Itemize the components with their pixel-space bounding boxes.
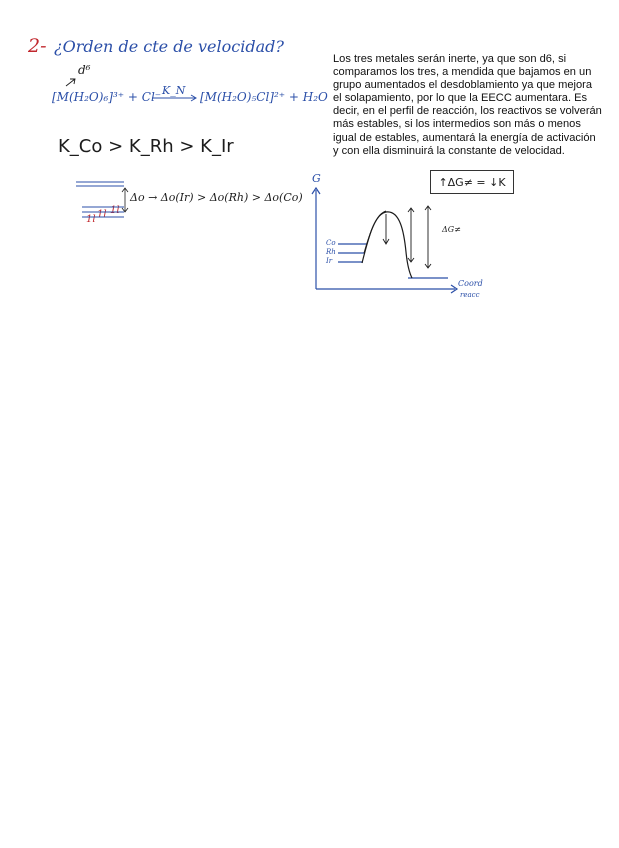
orbital-diagram: [76, 182, 128, 217]
orbital-electron-1: 1l: [86, 214, 96, 225]
diagram-x-label-2: reacc: [460, 291, 480, 299]
diagram-x-label-1: Coord: [458, 279, 483, 288]
explanation-paragraph: Los tres metales serán inerte, ya que son d6, si comparamos los tres, a mendida que bajamos en un grupo aumentados el desdoblamiento ya que mejora el solapamiento, por lo que la EECC aumentara. Es decir, en el perfil de reacción, los reactivos se volverán más estables, si los intermedios son más o menos igual de estables, aumentará la energía de activación y con ella disminuirá la constante de velocidad.: [333, 53, 602, 157]
peak-arrow: [383, 214, 389, 244]
d6-config: d⁶: [78, 63, 91, 77]
energy-profile-axes: [312, 188, 457, 293]
d6-pointer-arrow: [66, 79, 75, 86]
activation-energy-arrow-1: [408, 208, 414, 262]
question-number: 2-: [28, 35, 47, 57]
orbital-electron-2: 1l: [97, 209, 107, 220]
reaction-profile-curve: [362, 212, 412, 278]
question-title: ¿Orden de cte de velocidad?: [54, 37, 284, 56]
reaction-product: [M(H₂O)₅Cl]²⁺ + H₂O: [200, 90, 328, 104]
rate-order: K_Co > K_Rh > K_Ir: [58, 136, 234, 157]
diagram-y-label: G: [312, 172, 321, 185]
reaction-arrow-label: K_N: [162, 84, 186, 97]
delta-g-label: ΔG≠: [442, 225, 461, 234]
level-label-ir: Ir: [326, 257, 333, 265]
reaction-arrow: [152, 95, 196, 101]
delta-comparison: Δo → Δo(Ir) > Δo(Rh) > Δo(Co): [130, 191, 303, 204]
level-label-co: Co: [326, 239, 336, 247]
activation-energy-arrow-2: [425, 206, 431, 268]
boxed-relation-text: ↑ΔG≠ = ↓K: [438, 175, 506, 189]
level-label-rh: Rh: [326, 248, 336, 256]
reaction-reactant: [M(H₂O)₆]³⁺ + Cl⁻: [52, 90, 162, 104]
orbital-electron-3: 1l: [110, 205, 120, 216]
